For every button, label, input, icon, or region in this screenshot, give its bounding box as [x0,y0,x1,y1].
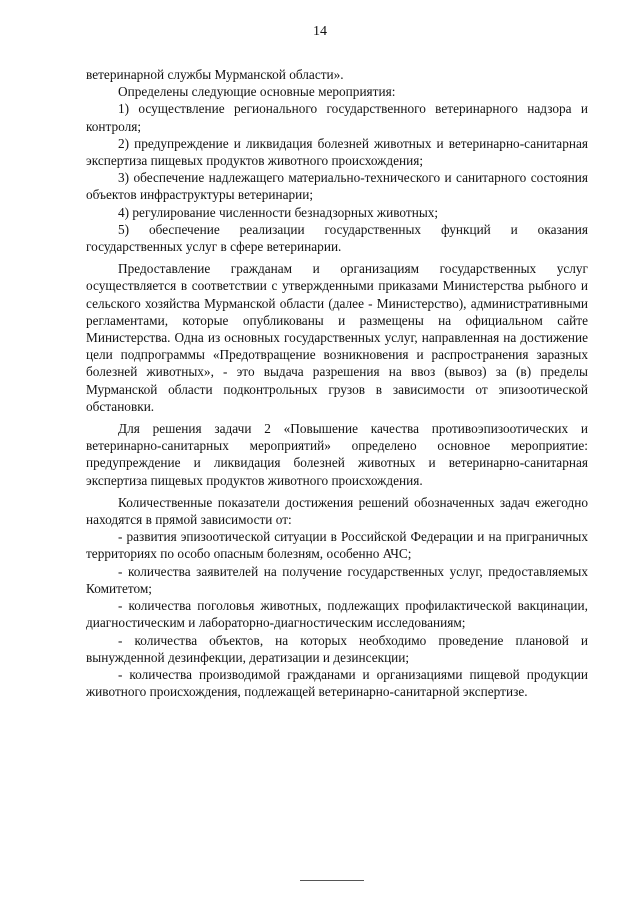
list-item-indicator-4: - количества объектов, на которых необходимо проведение плановой и вынужденной дезинфекции, дератизации и дезинсекции; [86,632,588,665]
paragraph-continuation: ветеринарной службы Мурманской области». [86,67,344,82]
list-item-indicator-3: - количества поголовья животных, подлежащих профилактической вакцинации, диагностическим и лабораторно-диагностическим исследованиям; [86,598,588,631]
paragraph-measures-intro: Определены следующие основные мероприятия: [118,84,396,100]
list-item-indicator-2: - количества заявителей на получение государственных услуг, предоставляемых Комитетом; [86,563,588,596]
paragraph-public-services: Предоставление гражданам и организациям государственных услуг осуществляется в соответствии с утвержденными приказами Министерства рыбного и сельского хозяйства Мурманской области (далее - Министерство), административными регламентами, которые опубликованы и размещены на официальном сайте Министерства. Одна из основных государственных услуг, направленная на достижение цели подпрограммы «Предотвращение возникновения и распространения заразных болезней животных», - это выдача разрешения на ввоз (вывоз) за (в) пределы Мурманской области подконтрольных грузов в зависимости от эпизоотической обстановки. [86,261,588,414]
list-item-indicator-5: - количества производимой гражданами и организациями пищевой продукции животного происхождения, подлежащей ветеринарно-санитарной экспертизе. [86,666,588,700]
list-item-measure-3: 3) обеспечение надлежащего материально-технического и санитарного состояния объектов инфраструктуры ветеринарии; [86,170,588,203]
paragraph-task-2: Для решения задачи 2 «Повышение качества противоэпизоотических и ветеринарно-санитарных мероприятий» определено основное мероприятие: предупреждение и ликвидация болезней животных и ветеринарно-санитарная экспертиза пищевых продуктов животного происхождения. [86,421,588,488]
document-body [86,66,588,700]
footer-divider [300,880,364,881]
list-item-indicator-1: - развития эпизоотической ситуации в Российской Федерации и на приграничных территориях по особо опасным болезням, особенно АЧС; [86,529,588,562]
page-number: 14 [313,24,327,39]
list-item-measure-5: 5) обеспечение реализации государственных функций и оказания государственных услуг в сфере ветеринарии. [86,221,588,255]
list-item-measure-4: 4) регулирование численности безнадзорных животных; [118,204,439,220]
list-item-measure-2: 2) предупреждение и ликвидация болезней животных и ветеринарно-санитарная экспертиза пищевых продуктов животного происхождения; [86,135,588,169]
list-item-measure-1: 1) осуществление регионального государственного ветеринарного надзора и контроля; [86,101,588,134]
paragraph-indicators-intro: Количественные показатели достижения решений обозначенных задач ежегодно находятся в прямой зависимости от: [86,494,588,528]
